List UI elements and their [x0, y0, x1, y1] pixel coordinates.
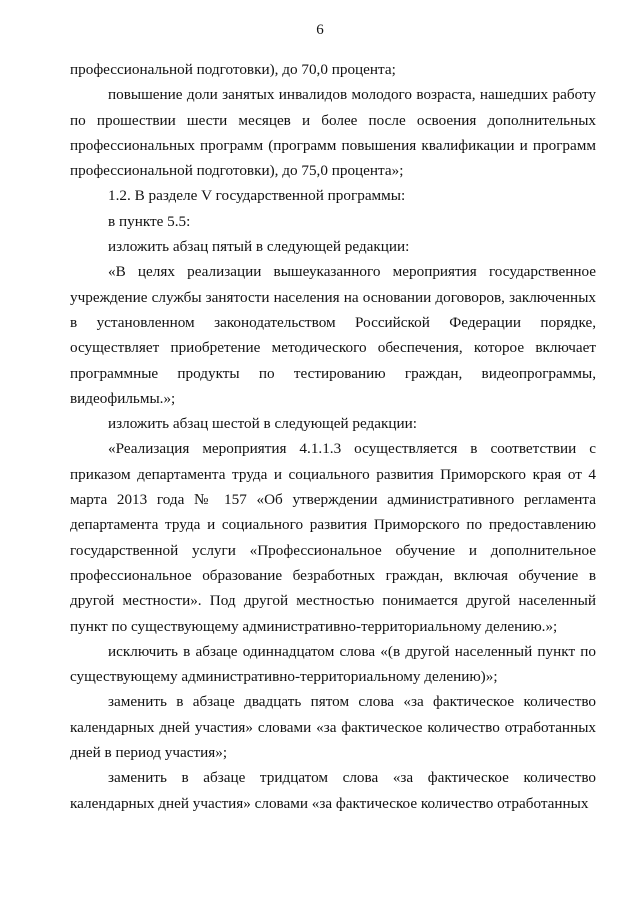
document-body [70, 57, 596, 816]
page-number: 6 [316, 22, 324, 38]
section-heading: 1.2. В разделе V государственной программы: [108, 187, 406, 205]
quoted-paragraph: «Реализация мероприятия 4.1.1.3 осуществляется в соответствии с приказом департамента труда и социального развития Приморского края от 4 марта 2013 года № 157 «Об утверждении административного регламента департамента труда и социального развития Приморского по предоставлению государственной услуги «Профессиональное обучение и дополнительное профессиональное образование безработных граждан, включая обучение в другой местности». Под другой местностью понимается другой населенный пункт по существующему административно-территориальному делению.»; [70, 440, 596, 635]
paragraph: повышение доли занятых инвалидов молодого возраста, нашедших работу по прошествии шести месяцев и более после освоения дополнительных профессиональных программ (программ повышения квалификации и программ профессиональной подготовки), до 75,0 процента»; [70, 86, 596, 180]
quoted-paragraph: «В целях реализации вышеуказанного мероприятия государственное учреждение службы занятости населения на основании договоров, заключенных в установленном законодательством Российской Федерации порядке, осуществляет приобретение методического обеспечения, которое включает программные продукты по тестированию граждан, видеопрограммы, видеофильмы.»; [70, 263, 596, 407]
paragraph: заменить в абзаце двадцать пятом слова «за фактическое количество календарных дней участия» словами «за фактическое количество отработанных дней в период участия»; [70, 693, 596, 762]
paragraph: изложить абзац шестой в следующей редакции: [108, 415, 417, 433]
paragraph: исключить в абзаце одиннадцатом слова «(в другой населенный пункт по существующему административно-территориальному делению)»; [70, 642, 596, 686]
paragraph: в пункте 5.5: [108, 212, 191, 230]
paragraph-continuation: профессиональной подготовки), до 70,0 процента; [70, 61, 396, 78]
paragraph: изложить абзац пятый в следующей редакции: [108, 238, 410, 256]
paragraph: заменить в абзаце тридцатом слова «за фактическое количество календарных дней участия» словами «за фактическое количество отработанных [70, 769, 596, 812]
